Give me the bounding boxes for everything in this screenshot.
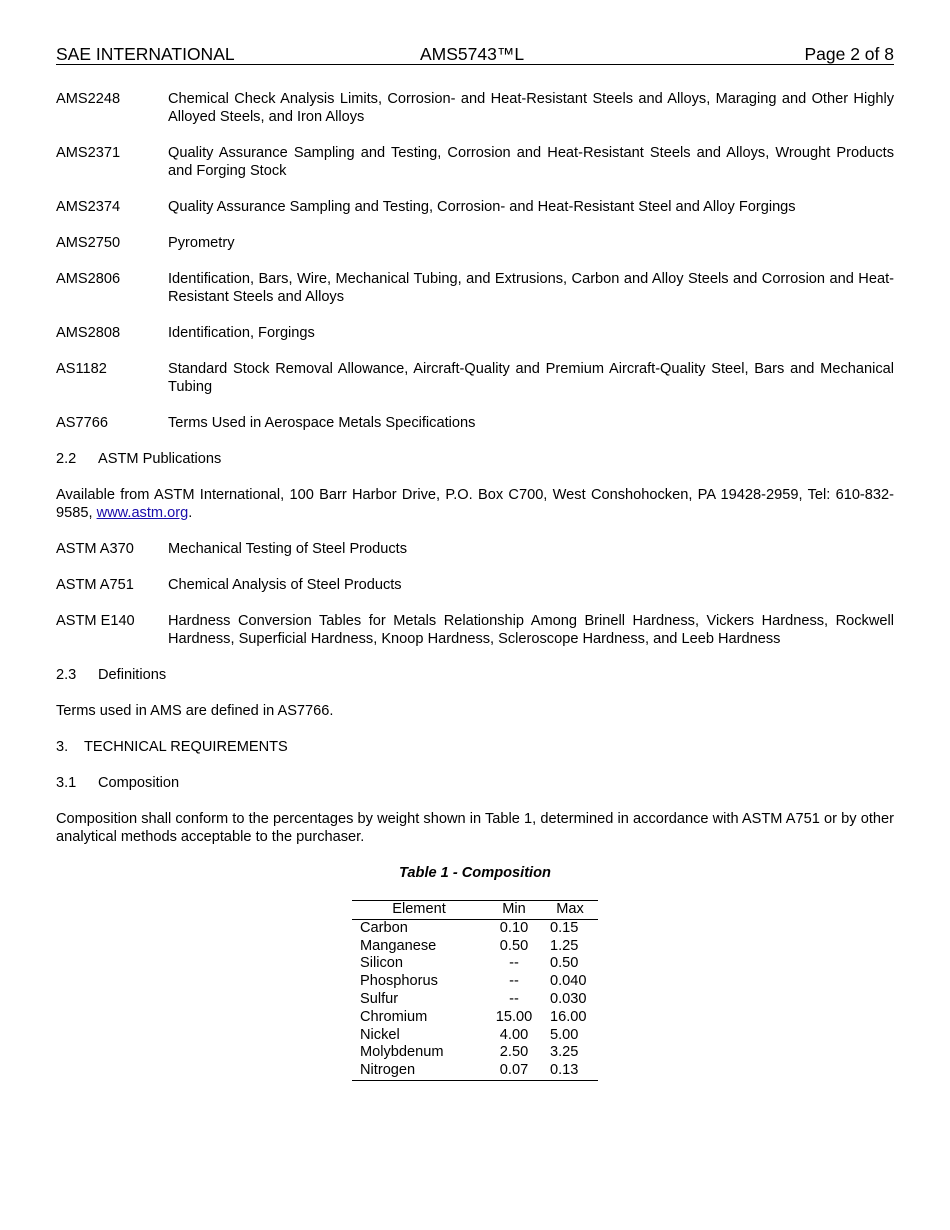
column-header-max: Max	[542, 901, 598, 920]
astm-website-link[interactable]: www.astm.org	[96, 505, 189, 521]
reference-title: Identification, Forgings	[168, 325, 315, 341]
table-row	[352, 1009, 598, 1027]
table-row	[352, 1062, 598, 1080]
section-heading-astm	[56, 450, 894, 468]
table-row	[352, 938, 598, 956]
element-cell: Nickel	[360, 1026, 400, 1043]
min-cell: 2.50	[499, 1044, 529, 1061]
max-cell: 0.50	[550, 955, 579, 972]
reference-item	[56, 324, 894, 342]
table-caption: Table 1 - Composition	[399, 865, 551, 881]
max-cell: 0.040	[550, 973, 587, 990]
max-cell: 0.15	[550, 919, 579, 936]
reference-title: Standard Stock Removal Allowance, Aircraft-Quality and Premium Aircraft-Quality Steel, Bars and Mechanical Tubing	[168, 361, 894, 395]
element-cell: Carbon	[360, 919, 408, 936]
section-heading-composition	[56, 774, 894, 792]
reference-code: AS7766	[56, 415, 108, 431]
astm-availability-text: Available from ASTM International, 100 Barr Harbor Drive, P.O. Box C700, West Conshohocken, PA 19428-2959, Tel: 610-832-9585,	[56, 487, 894, 521]
max-cell: 1.25	[550, 937, 579, 954]
reference-title: Quality Assurance Sampling and Testing, Corrosion- and Heat-Resistant Steel and Alloy Forgings	[168, 199, 796, 215]
header-page-number: Page 2 of 8	[804, 44, 894, 64]
max-cell: 0.13	[542, 1062, 598, 1080]
reference-item	[56, 612, 894, 648]
composition-paragraph: Composition shall conform to the percentages by weight shown in Table 1, determined in accordance with ASTM A751 or by other analytical methods acceptable to the purchaser.	[56, 811, 894, 845]
table-row	[352, 919, 598, 937]
table-row	[352, 973, 598, 991]
reference-title: Pyrometry	[168, 235, 235, 251]
section-heading-definitions	[56, 666, 894, 684]
header-doc-number: AMS5743™L	[420, 44, 525, 64]
astm-availability-paragraph	[56, 486, 894, 522]
column-header-min: Min	[486, 901, 542, 920]
table-row	[352, 955, 598, 973]
section-number: 2.2	[56, 451, 77, 467]
element-cell: Manganese	[360, 937, 437, 954]
astm-reference-list	[56, 540, 894, 648]
table-row	[352, 991, 598, 1009]
element-cell: Molybdenum	[360, 1044, 444, 1061]
reference-code: ASTM A751	[56, 577, 134, 593]
reference-title: Quality Assurance Sampling and Testing, Corrosion and Heat-Resistant Steels and Alloys, Wrought Products and Forging Stock	[168, 145, 894, 179]
section-title: TECHNICAL REQUIREMENTS	[84, 739, 288, 755]
reference-code: AMS2248	[56, 91, 121, 107]
reference-code: AMS2750	[56, 235, 121, 251]
min-cell: --	[509, 955, 519, 972]
element-cell: Silicon	[360, 955, 403, 972]
section-number: 3.1	[56, 775, 77, 791]
reference-item	[56, 198, 894, 216]
section-title: ASTM Publications	[98, 451, 222, 467]
definitions-paragraph: Terms used in AMS are defined in AS7766.	[56, 703, 334, 719]
element-cell: Sulfur	[360, 990, 399, 1007]
column-header-element: Element	[352, 901, 486, 920]
reference-code: ASTM E140	[56, 613, 135, 629]
section-title: Composition	[98, 775, 180, 791]
reference-item	[56, 90, 894, 126]
composition-table	[352, 900, 598, 1081]
reference-item	[56, 144, 894, 180]
section-title: Definitions	[98, 667, 167, 683]
min-cell: 15.00	[495, 1008, 533, 1025]
element-cell: Phosphorus	[360, 973, 438, 990]
max-cell: 5.00	[550, 1026, 579, 1043]
reference-title: Chemical Check Analysis Limits, Corrosion- and Heat-Resistant Steels and Alloys, Maraging and Other Highly Alloyed Steels, and Iron Alloys	[168, 91, 894, 125]
table-header-row	[352, 901, 598, 920]
reference-title: Terms Used in Aerospace Metals Specifications	[168, 415, 476, 431]
max-cell: 16.00	[550, 1008, 587, 1025]
reference-code: AMS2374	[56, 199, 121, 215]
reference-item	[56, 360, 894, 396]
max-cell: 0.030	[550, 990, 587, 1007]
max-cell: 3.25	[550, 1044, 579, 1061]
document-page	[56, 44, 894, 1081]
sae-reference-list	[56, 90, 894, 432]
reference-code: AS1182	[56, 361, 107, 377]
page-header	[56, 44, 894, 65]
reference-code: AMS2371	[56, 145, 121, 161]
min-cell: 0.50	[499, 937, 529, 954]
section-heading-technical-requirements	[56, 738, 894, 756]
reference-item	[56, 540, 894, 558]
section-number: 3.	[56, 739, 69, 755]
reference-code: AMS2808	[56, 325, 121, 341]
section-number: 2.3	[56, 667, 77, 683]
table-row	[352, 1044, 598, 1062]
element-cell: Chromium	[360, 1008, 428, 1025]
min-cell: 4.00	[499, 1026, 529, 1043]
reference-item	[56, 414, 894, 432]
min-cell: 0.10	[499, 919, 529, 936]
table-row	[352, 1027, 598, 1045]
reference-item	[56, 576, 894, 594]
reference-item	[56, 270, 894, 306]
reference-title: Identification, Bars, Wire, Mechanical Tubing, and Extrusions, Carbon and Alloy Steels and Corrosion and Heat-Resistant Steels and Alloys	[168, 271, 894, 305]
reference-code: ASTM A370	[56, 541, 134, 557]
min-cell: --	[509, 990, 519, 1007]
header-org: SAE INTERNATIONAL	[56, 44, 235, 64]
reference-title: Chemical Analysis of Steel Products	[168, 577, 402, 593]
min-cell: --	[509, 973, 519, 990]
reference-code: AMS2806	[56, 271, 121, 287]
reference-item	[56, 234, 894, 252]
min-cell: 0.07	[486, 1062, 542, 1080]
reference-title: Mechanical Testing of Steel Products	[168, 541, 408, 557]
astm-availability-end: .	[188, 505, 193, 521]
element-cell: Nitrogen	[352, 1062, 486, 1080]
reference-title: Hardness Conversion Tables for Metals Relationship Among Brinell Hardness, Vickers Hardness, Rockwell Hardness, Superficial Hardness, Knoop Hardness, Scleroscope Hardness, and Leeb Hardness	[168, 613, 894, 647]
